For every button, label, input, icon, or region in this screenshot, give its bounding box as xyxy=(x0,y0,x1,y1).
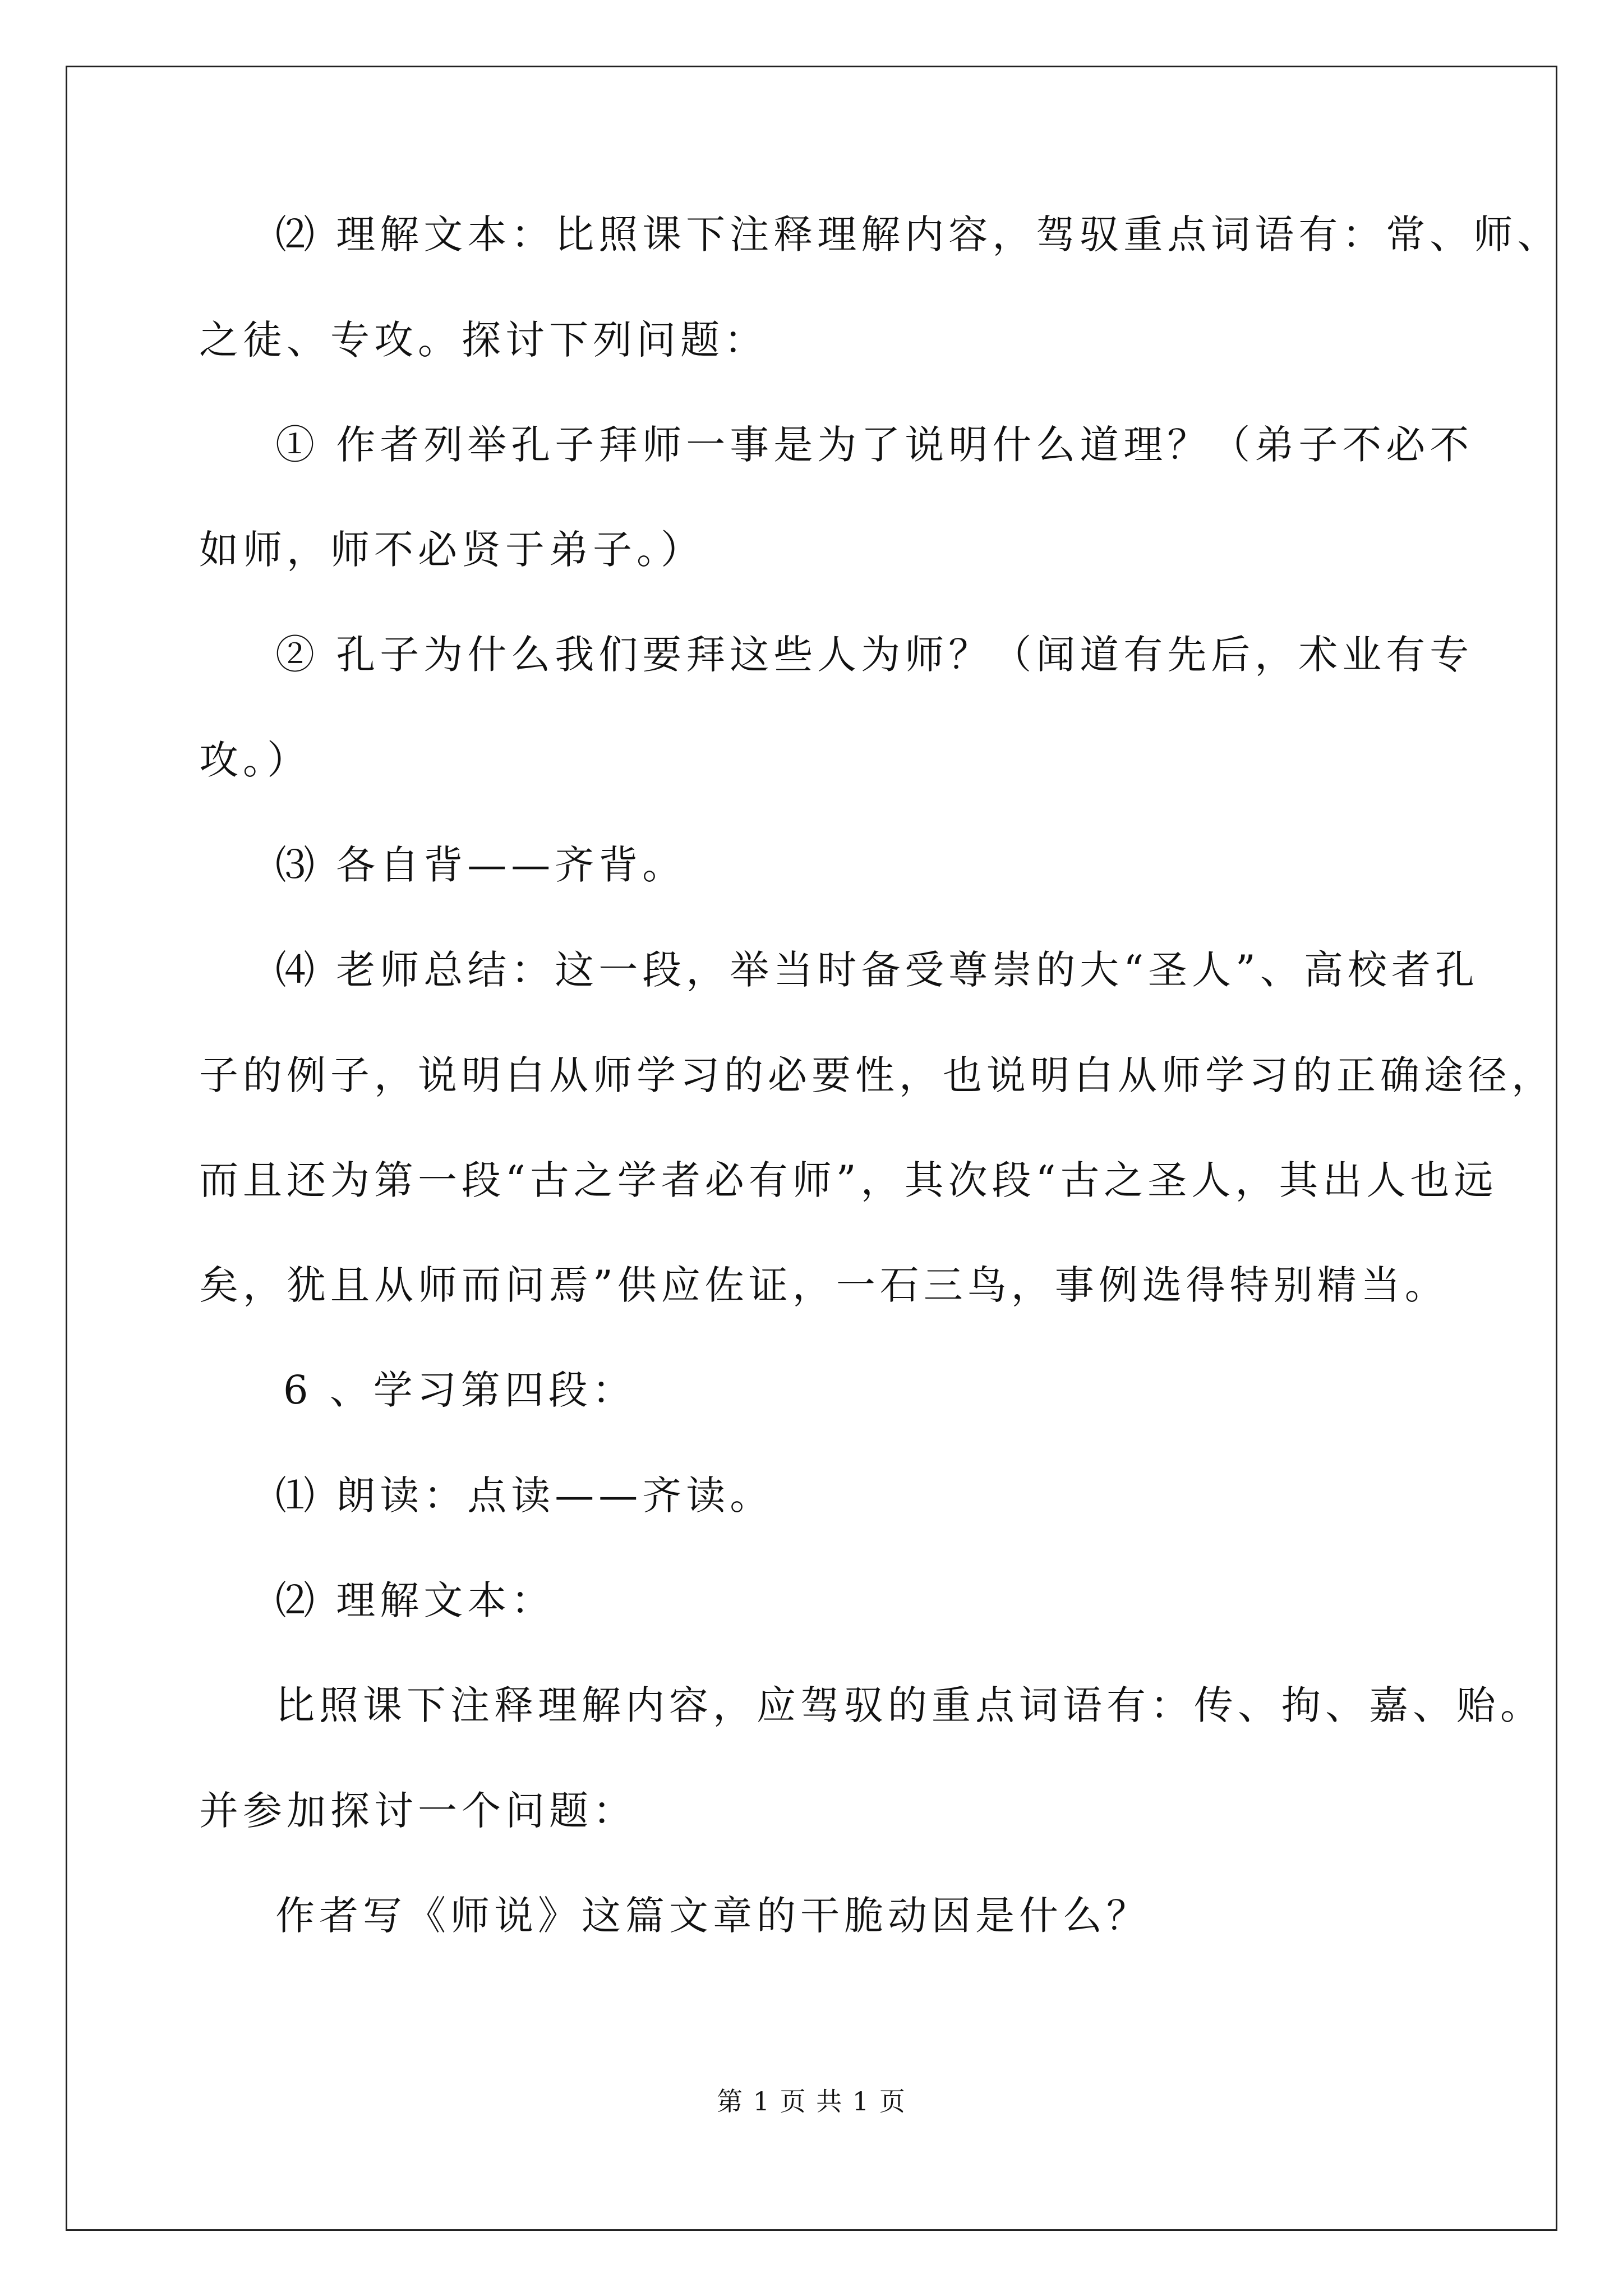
paragraph-line: ⑵ 理解文本： xyxy=(275,1577,555,1623)
section-heading: 6 、学习第四段： xyxy=(283,1367,636,1413)
paragraph-line: 子的例子，说明白从师学习的必要性，也说明白从师学习的正确途径， xyxy=(199,1052,1555,1098)
paragraph-line: 而且还为第一段“古之学者必有师”，其次段“古之圣人，其出人也远 xyxy=(199,1157,1498,1203)
paragraph-line: 之徒、专攻。探讨下列问题： xyxy=(199,317,768,363)
paragraph-line: 如师，师不必贤于弟子。） xyxy=(199,527,704,573)
paragraph-line: ⑴ 朗读：点读——齐读。 xyxy=(275,1473,774,1519)
paragraph-line: ⑵ 理解文本：比照课下注释理解内容，驾驭重点词语有：常、师、 xyxy=(275,211,1561,257)
page-footer: 第 1 页 共 1 页 xyxy=(717,2086,906,2116)
paragraph-line: ⑷ 老师总结：这一段，举当时备受尊崇的大“圣人”、高校者孔 xyxy=(275,947,1479,993)
paragraph-line: 攻。） xyxy=(199,737,311,783)
paragraph-line: ① 作者列举孔子拜师一事是为了说明什么道理？（弟子不必不 xyxy=(275,422,1474,468)
paragraph-line: ⑶ 各自背——齐背。 xyxy=(275,842,686,888)
paragraph-line: 矣，犹且从师而问焉”供应佐证，一石三鸟，事例选得特别精当。 xyxy=(199,1262,1449,1308)
paragraph-line: ② 孔子为什么我们要拜这些人为师？（闻道有先后，术业有专 xyxy=(275,632,1474,678)
paragraph-line: 并参加探讨一个问题： xyxy=(199,1788,637,1834)
paragraph-line: 作者写《师说》这篇文章的干脆动因是什么？ xyxy=(275,1893,1150,1939)
paragraph-line: 比照课下注释理解内容，应驾驭的重点词语有：传、拘、嘉、贻。 xyxy=(275,1682,1544,1728)
